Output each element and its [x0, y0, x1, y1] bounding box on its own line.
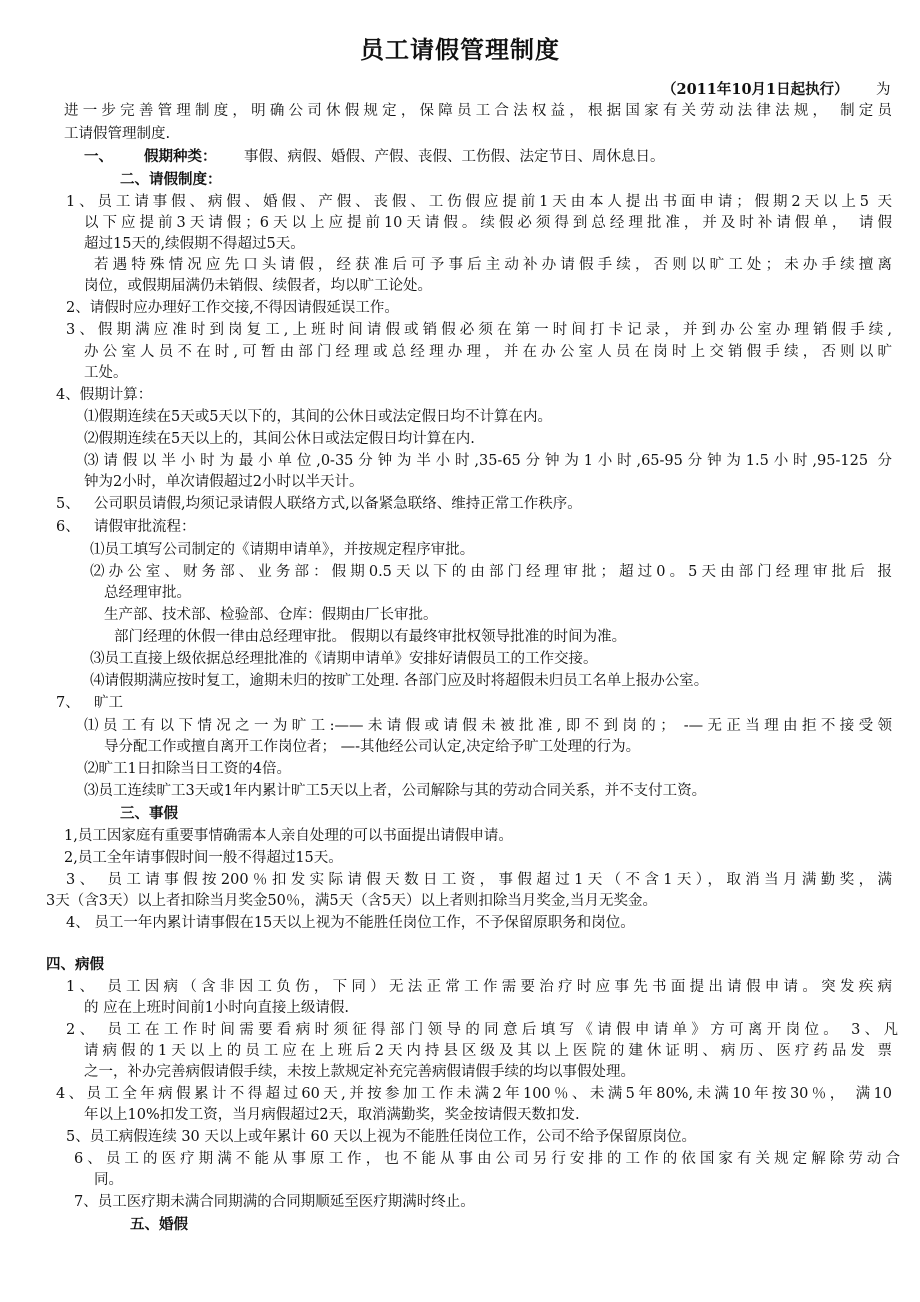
personal-leave-4: 4、 员工一年内累计请事假在15天以上视为不能胜任岗位工作，不予保留原职务和岗位。 [66, 915, 635, 931]
rule-6: 请假审批流程： [94, 519, 196, 535]
rule-1b-line-1: 若遇特殊情况应先口头请假，经获准后可予事后主动补办请假手续，否则以旷工处；未办手续擅离 [94, 257, 892, 273]
section-4-heading: 四、病假 [46, 956, 104, 973]
rule-4: 4、假期计算： [56, 387, 153, 403]
sick-leave-2-line-2: 请病假的1天以上的员工应在上班后2天内持县区级及其以上医院的建休证明、病历、医疗药品发 票 [84, 1043, 892, 1059]
rule-1-line-1: 1、员工请事假、病假、婚假、产假、丧假、工伤假应提前1天由本人提出书面申请；假期2天以上5 天 [66, 194, 892, 210]
section-1-text: 事假、病假、婚假、产假、丧假、工伤假、法定节日、周休息日。 [244, 149, 665, 165]
rule-5-number: 5、 [56, 496, 80, 512]
rule-4-item-1: ⑴假期连续在5天或5天以下的，其间的公休日或法定假日均不计算在内。 [84, 409, 552, 425]
rule-7: 旷工 [94, 695, 123, 711]
personal-leave-2: 2,员工全年请事假时间一般不得超过15天。 [64, 850, 343, 866]
section-5-heading: 五、婚假 [130, 1216, 188, 1233]
rule-6-item-3: ⑶员工直接上级依据总经理批准的《请期申请单》安排好请假员工的工作交接。 [90, 651, 598, 667]
rule-3-line-2: 办公室人员不在时,可暂由部门经理或总经理办理，并在办公室人员在岗时上交销假手续，否则以旷 [84, 344, 892, 360]
intro-line-2: 进一步完善管理制度，明确公司休假规定，保障员工合法权益，根据国家有关劳动法律法规， 制定员 [64, 103, 892, 119]
rule-3-line-3: 工处。 [84, 365, 128, 381]
rule-2: 2、请假时应办理好工作交接,不得因请假延误工作。 [66, 300, 399, 316]
rule-1b-line-2: 岗位，或假期届满仍未销假、续假者，均以旷工论处。 [84, 278, 432, 294]
section-1-heading: 假期种类： [144, 148, 217, 165]
rule-6-item-2-line-2: 总经理审批。 [104, 585, 191, 601]
rule-5: 公司职员请假,均须记录请假人联络方式,以备紧急联络、维持正常工作秩序。 [94, 496, 582, 512]
rule-6-item-2-managers: 部门经理的休假一律由总经理审批。 假期以有最终审批权领导批准的时间为准。 [114, 629, 627, 645]
section-2-heading: 二、请假制度： [120, 171, 222, 188]
rule-7-number: 7、 [56, 695, 80, 711]
sick-leave-6-line-2: 同。 [94, 1172, 123, 1188]
rule-1-line-3: 超过15天的,续假期不得超过5天。 [84, 236, 305, 252]
rule-6-item-1: ⑴员工填写公司制定的《请期申请单》，并按规定程序审批。 [90, 542, 475, 558]
rule-6-number: 6、 [56, 519, 80, 535]
sick-leave-1-line-2: 的 应在上班时间前1小时向直接上级请假. [84, 1000, 349, 1016]
rule-4-item-3-line-1: ⑶请假以半小时为最小单位,0-35分钟为半小时,35-65分钟为1小时,65-95分钟为1.5小时,95-125 分 [84, 453, 892, 469]
sick-leave-4-line-1: 4、员工全年病假累计不得超过60天,并按参加工作未满2年100％、未满5年80%,未满10年按30％， 满10 [56, 1086, 892, 1102]
rule-7-item-1-line-1: ⑴员工有以下情况之一为旷工:——未请假或请假未被批准,即不到岗的； -—无正当理由拒不接受领 [84, 718, 892, 734]
section-3-heading: 三、事假 [120, 805, 178, 822]
rule-3-line-1: 3、假期满应准时到岗复工,上班时间请假或销假必须在第一时间打卡记录，并到办公室办理销假手续, [66, 322, 892, 338]
sick-leave-4-line-2: 年以上10%扣发工资，当月病假超过2天，取消满勤奖，奖金按请假天数扣发. [84, 1107, 580, 1123]
rule-7-item-2: ⑵旷工1日扣除当日工资的4倍。 [84, 761, 291, 777]
sick-leave-7: 7、员工医疗期未满合同期满的合同期顺延至医疗期满时终止。 [74, 1194, 475, 1210]
rule-4-item-2: ⑵假期连续在5天以上的，其间公休日或法定假日均计算在内. [84, 431, 475, 447]
rule-6-item-4: ⑷请假期满应按时复工，逾期未归的按旷工处理. 各部门应及时将超假未归员工名单上报办公室。 [90, 673, 709, 689]
personal-leave-3-line-2: 3天（含3天）以上者扣除当月奖金50％，满5天（含5天）以上者则扣除当月奖金,当月无奖金。 [46, 893, 657, 909]
page-title: 员工请假管理制度 [360, 35, 560, 64]
effective-date: （2011年10月1日起执行） [662, 81, 849, 98]
personal-leave-1: 1,员工因家庭有重要事情确需本人亲自处理的可以书面提出请假申请。 [64, 828, 513, 844]
sick-leave-1-line-1: 1、 员工因病（含非因工负伤，下同）无法正常工作需要治疗时应事先书面提出请假申请。突发疾病 [66, 979, 892, 995]
intro-line-3: 工请假管理制度. [64, 126, 171, 142]
sick-leave-5: 5、员工病假连续 30 天以上或年累计 60 天以上视为不能胜任岗位工作，公司不给予保留原岗位。 [66, 1129, 697, 1145]
sick-leave-2-line-1: 2、 员工在工作时间需要看病时须征得部门领导的同意后填写《请假申请单》方可离开岗位。 3、凡 [66, 1022, 898, 1038]
rule-1-line-2: 以下应提前3天请假；6天以上应提前10天请假。续假必须得到总经理批准，并及时补请假单， 请假 [84, 215, 892, 231]
sick-leave-6-line-1: 6、员工的医疗期满不能从事原工作，也不能从事由公司另行安排的工作的依国家有关规定解除劳动合 [74, 1151, 900, 1167]
personal-leave-3-line-1: 3、 员工请事假按200％扣发实际请假天数日工资，事假超过1天（不含1天），取消当月满勤奖，满 [66, 872, 892, 888]
rule-7-item-1-line-2: 导分配工作或擅自离开工作岗位者； —-其他经公司认定,决定给予旷工处理的行为。 [104, 739, 641, 755]
section-1-number: 一、 [84, 148, 113, 165]
sick-leave-2-line-3: 之一，补办完善病假请假手续，未按上款规定补充完善病假请假手续的均以事假处理。 [84, 1064, 635, 1080]
rule-6-item-2-line-1: ⑵办公室、财务部、业务部：假期0.5天以下的由部门经理审批；超过0。5天由部门经理审批后 报 [90, 564, 892, 580]
rule-7-item-3: ⑶员工连续旷工3天或1年内累计旷工5天以上者，公司解除与其的劳动合同关系，并不支付工资。 [84, 783, 707, 799]
intro-line-1: 为 [876, 82, 891, 98]
rule-6-item-2-production: 生产部、技术部、检验部、仓库：假期由厂长审批。 [104, 607, 438, 623]
rule-4-item-3-line-2: 钟为2小时，单次请假超过2小时以半天计。 [84, 474, 364, 490]
